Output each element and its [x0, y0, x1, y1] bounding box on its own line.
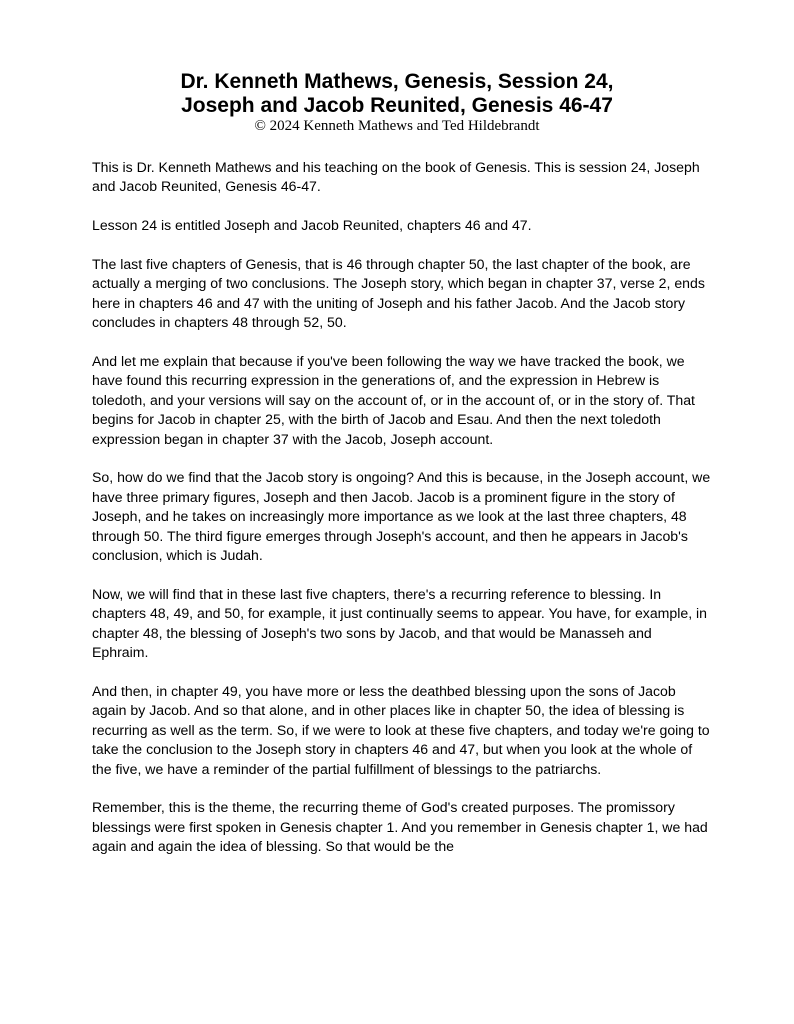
copyright-line: © 2024 Kenneth Mathews and Ted Hildebrandt — [254, 118, 540, 134]
paragraph: Now, we will find that in these last five chapters, there's a recurring reference to blessing. In chapters 48, 49, and 50, for example, it just continually seems to appear. You have, for example, in chapter 48, the blessing of Joseph's two sons by Jacob, and that would be Manasseh and Ephraim. — [92, 585, 708, 661]
document-body — [92, 158, 712, 876]
paragraph: This is Dr. Kenneth Mathews and his teaching on the book of Genesis. This is session 24, Joseph and Jacob Reunited, Genesis 46-47. — [92, 159, 700, 195]
document-header — [0, 70, 794, 134]
paragraph: Remember, this is the theme, the recurring theme of God's created purposes. The promissory blessings were first spoken in Genesis chapter 1. And you remember in Genesis chapter 1, we had again and again the idea of blessing. So that would be the — [92, 799, 708, 855]
paragraph: Lesson 24 is entitled Joseph and Jacob Reunited, chapters 46 and 47. — [92, 217, 532, 234]
paragraph: And let me explain that because if you've been following the way we have tracked the book, we have found this recurring expression in the generations of, and the expression in Hebrew is toledoth, and your versions will say on the account of, or in the account of, or in the story of. That begins for Jacob in chapter 25, with the birth of Jacob and Esau. And then the next toledoth expression began in chapter 37 with the Jacob, Joseph account. — [92, 353, 695, 447]
paragraph: And then, in chapter 49, you have more or less the deathbed blessing upon the sons of Jacob again by Jacob. And so that alone, and in other places like in chapter 50, the idea of blessing is recurring as well as the term. So, if we were to look at these five chapters, and today we're going to take the conclusion to the Joseph story in chapters 46 and 47, but when you look at the whole of the five, we have a reminder of the partial fulfillment of blessings to the patriarchs. — [92, 682, 710, 777]
paragraph: The last five chapters of Genesis, that is 46 through chapter 50, the last chapter of the book, are actually a merging of two conclusions. The Joseph story, which began in chapter 37, verse 2, ends here in chapters 46 and 47 with the uniting of Joseph and his father Jacob. And the Jacob story concludes in chapters 48 through 52, 50. — [92, 256, 705, 331]
title-line-1: Dr. Kenneth Mathews, Genesis, Session 24, — [180, 70, 614, 93]
paragraph: So, how do we find that the Jacob story is ongoing? And this is because, in the Joseph account, we have three primary figures, Joseph and then Jacob. Jacob is a prominent figure in the story of Joseph, and he takes on increasingly more importance as we look at the last three chapters, 48 through 50. The third figure emerges through Joseph's account, and then he appears in Jacob's conclusion, which is Judah. — [92, 469, 711, 564]
title-line-2: Joseph and Jacob Reunited, Genesis 46-47 — [181, 94, 613, 117]
